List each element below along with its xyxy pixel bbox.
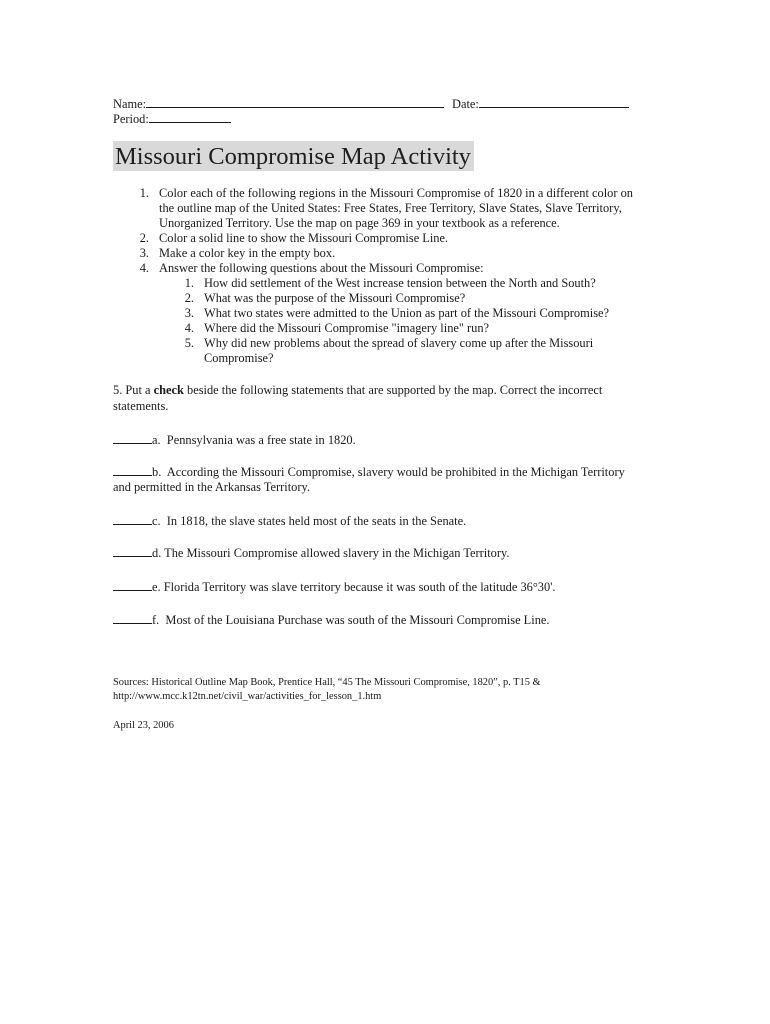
sources-line: Sources: Historical Outline Map Book, Prentice Hall, “45 The Missouri Compromise, 1820”, p. T15 & <box>113 677 541 688</box>
check-blank[interactable] <box>113 545 152 557</box>
question-number: 1. <box>184 276 194 290</box>
instruction-number: 3. <box>139 246 149 260</box>
question-line: What was the purpose of the Missouri Compromise? <box>204 291 466 305</box>
name-blank[interactable] <box>146 95 444 108</box>
check-blank[interactable] <box>113 579 152 591</box>
page-title: Missouri Compromise Map Activity <box>113 141 474 171</box>
instruction-number: 4. <box>139 261 149 275</box>
statement-letter: a. <box>152 433 161 447</box>
instruction-line: Color a solid line to show the Missouri Compromise Line. <box>159 231 449 245</box>
date-field[interactable] <box>452 95 629 112</box>
question-line: Why did new problems about the spread of slavery come up after the Missouri <box>204 336 594 350</box>
statement-c <box>113 513 466 529</box>
statement-letter: b. <box>152 465 162 479</box>
statement-a <box>113 432 356 448</box>
period-blank[interactable] <box>149 110 231 123</box>
date-blank[interactable] <box>479 95 629 108</box>
check-blank[interactable] <box>113 513 152 525</box>
check-bold: check <box>153 383 184 397</box>
check-blank[interactable] <box>113 612 152 624</box>
sources-url[interactable]: http://www.mcc.k12tn.net/civil_war/activities_for_lesson_1.htm <box>113 691 382 702</box>
check-blank[interactable] <box>113 432 152 444</box>
statement-text: Pennsylvania was a free state in 1820. <box>160 433 356 447</box>
statement-letter: e. <box>152 580 161 594</box>
statement-d <box>113 545 510 561</box>
instruction-number: 1. <box>139 186 149 200</box>
instruction-line: Answer the following questions about the Missouri Compromise: <box>159 261 484 275</box>
instruction-line: Unorganized Territory. Use the map on page 369 in your textbook as a reference. <box>159 216 560 230</box>
instruction-line: the outline map of the United States: Free States, Free Territory, Slave States, Slave Territory, <box>159 201 622 215</box>
statement-text: Florida Territory was slave territory because it was south of the latitude 36°30'. <box>160 580 556 594</box>
check-prefix: 5. Put a <box>113 383 154 397</box>
question-number: 3. <box>184 306 194 320</box>
check-suffix: beside the following statements that are supported by the map. Correct the incorrect <box>183 383 603 397</box>
statement-letter: f. <box>152 613 160 627</box>
question-line: Where did the Missouri Compromise "imagery line" run? <box>204 321 490 335</box>
statement-b <box>113 464 625 480</box>
question-number: 4. <box>184 321 194 335</box>
date-label: Date: <box>452 97 479 111</box>
statement-text: In 1818, the slave states held most of the seats in the Senate. <box>160 514 467 528</box>
question-line: Compromise? <box>204 351 274 365</box>
check-blank[interactable] <box>113 464 152 476</box>
period-field[interactable] <box>113 110 231 127</box>
question-number: 5. <box>184 336 194 350</box>
statement-e <box>113 579 556 595</box>
name-label: Name: <box>113 97 147 111</box>
instruction-number: 2. <box>139 231 149 245</box>
statement-letter: c. <box>152 514 161 528</box>
footer-date: April 23, 2006 <box>113 720 174 731</box>
question-number: 2. <box>184 291 194 305</box>
statement-b-line2: and permitted in the Arkansas Territory. <box>113 480 310 494</box>
question-line: What two states were admitted to the Union as part of the Missouri Compromise? <box>204 306 610 320</box>
check-instructions <box>113 383 602 398</box>
statement-text: The Missouri Compromise allowed slavery in the Michigan Territory. <box>161 546 510 560</box>
question-line: How did settlement of the West increase tension between the North and South? <box>204 276 596 290</box>
instruction-line: Make a color key in the empty box. <box>159 246 336 260</box>
statement-text: According the Missouri Compromise, slavery would be prohibited in the Michigan Territory <box>161 465 625 479</box>
period-label: Period: <box>113 112 149 126</box>
check-instructions-line2: statements. <box>113 399 169 413</box>
statement-f <box>113 612 550 628</box>
statement-letter: d. <box>152 546 162 560</box>
instruction-line: Color each of the following regions in the Missouri Compromise of 1820 in a different color on <box>159 186 633 200</box>
statement-text: Most of the Louisiana Purchase was south of the Missouri Compromise Line. <box>159 613 550 627</box>
